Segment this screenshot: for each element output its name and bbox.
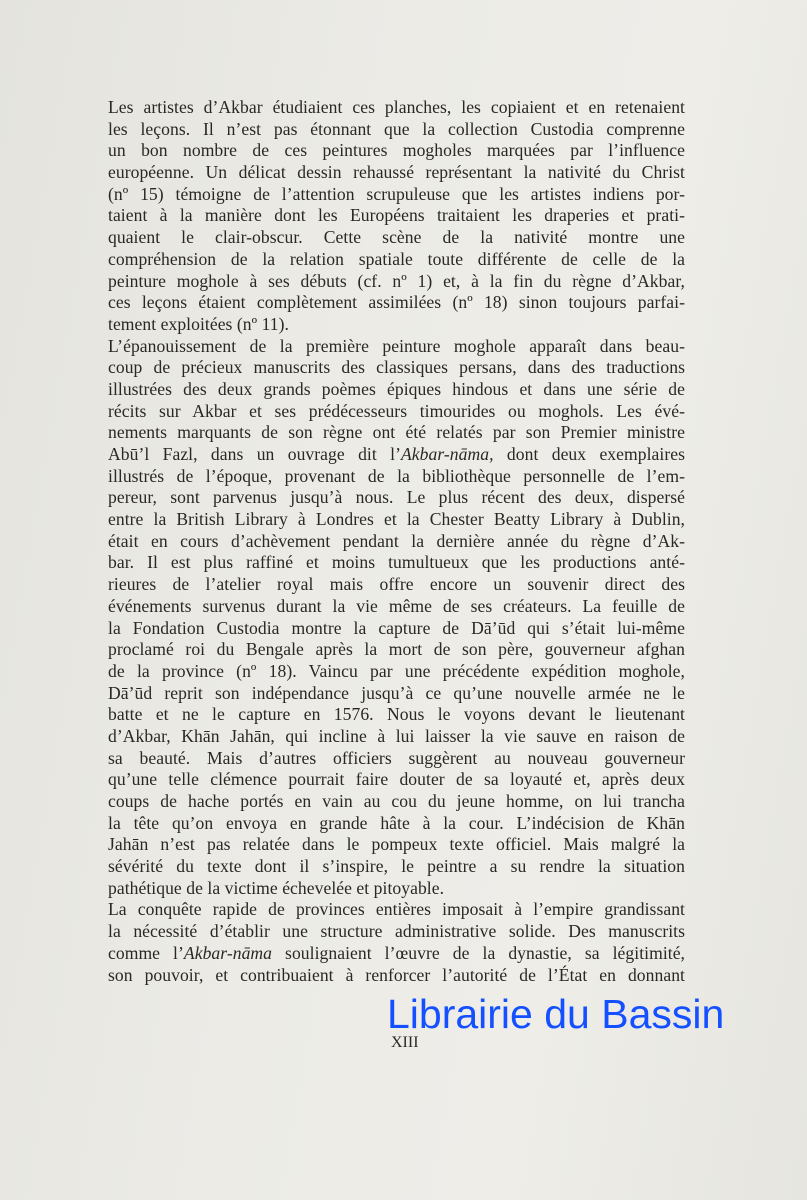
text-line [108, 574, 685, 596]
text-line [108, 97, 685, 119]
text-segment: de la province (nº 18). Vaincu par une précédente expédition moghole, [108, 660, 685, 681]
paragraph [108, 336, 685, 900]
text-line [108, 162, 685, 184]
text-line [108, 965, 685, 987]
text-segment: quaient le clair-obscur. Cette scène de la nativité montre une [108, 227, 685, 248]
text-line [108, 552, 685, 574]
text-segment: illustrés de l’époque, provenant de la bibliothèque personnelle de l’em- [108, 465, 685, 486]
text-segment: Les artistes d’Akbar étudiaient ces planches, les copiaient et en retenaient [108, 97, 685, 117]
text-segment: pereur, sont parvenus jusqu’à nous. Le plus récent des deux, dispersé [108, 487, 685, 508]
text-line [108, 249, 685, 271]
text-segment: (nº 15) témoigne de l’attention scrupuleuse que les artistes indiens por- [108, 183, 685, 204]
text-segment: qu’une telle clémence pourrait faire douter de sa loyauté et, après deux [108, 769, 685, 790]
text-line [108, 227, 685, 249]
text-line [108, 921, 685, 943]
text-line [108, 531, 685, 553]
text-segment: un bon nombre de ces peintures mogholes marquées par l’influence [108, 140, 685, 161]
text-segment: pathétique de la victime échevelée et pitoyable. [108, 877, 445, 898]
text-segment: La conquête rapide de provinces entières imposait à l’empire grandissant [108, 899, 685, 920]
paragraph [108, 97, 685, 336]
text-segment: rieures de l’atelier royal mais offre encore un souvenir direct des [108, 574, 685, 595]
italic-title: Akbar-nāma, [401, 444, 494, 464]
watermark: Librairie du Bassin [387, 991, 725, 1037]
text-segment: récits sur Akbar et ses prédécesseurs timourides ou moghols. Les évé- [108, 400, 685, 421]
text-segment: batte et ne le capture en 1576. Nous le voyons devant le lieutenant [108, 704, 685, 725]
text-segment: nements marquants de son règne ont été relatés par son Premier ministre [108, 422, 685, 443]
text-line [108, 119, 685, 141]
text-segment: sa beauté. Mais d’autres officiers suggèrent au nouveau gouverneur [108, 747, 685, 768]
text-segment: bar. Il est plus raffiné et moins tumultueux que les productions anté- [108, 552, 685, 573]
text-segment: illustrées des deux grands poèmes épiques hindous et dans une série de [108, 378, 685, 399]
text-line [108, 748, 685, 770]
text-segment: compréhension de la relation spatiale toute différente de celle de la [108, 248, 685, 269]
text-line [108, 726, 685, 748]
text-line [108, 401, 685, 423]
text-segment: la tête qu’on envoya en grande hâte à la cour. L’indécision de Khān [108, 812, 685, 833]
text-segment: son pouvoir, et contribuaient à renforcer l’autorité de l’État en donnant [108, 964, 685, 985]
text-segment: événements survenus durant la vie même de ses créateurs. La feuille de [108, 595, 685, 616]
text-line [108, 943, 685, 965]
text-segment: la Fondation Custodia montre la capture de Dā’ūd qui s’était lui-même [108, 617, 685, 638]
text-segment: coups de hache portés en vain au cou du jeune homme, on lui trancha [108, 791, 685, 811]
text-segment: Dā’ūd reprit son indépendance jusqu’à ce qu’une nouvelle armée ne le [108, 682, 685, 703]
text-segment: Jahān n’est pas relatée dans le pompeux texte officiel. Mais malgré la [108, 834, 685, 855]
text-segment: tement exploitées (nº 11). [108, 313, 290, 334]
text-line [108, 856, 685, 878]
text-line [108, 292, 685, 314]
text-segment: était en cours d’achèvement pendant la dernière année du règne d’Ak- [108, 530, 685, 551]
text-line [108, 899, 685, 921]
text-line [108, 704, 685, 726]
text-line [108, 140, 685, 162]
text-line [108, 661, 685, 683]
text-line [108, 422, 685, 444]
text-line [108, 769, 685, 791]
text-line [108, 618, 685, 640]
text-line [108, 444, 685, 466]
text-line [108, 683, 685, 705]
text-segment: dont deux exemplaires [493, 444, 685, 464]
text-line [108, 205, 685, 227]
text-line [108, 336, 685, 358]
text-segment: peinture moghole à ses débuts (cf. nº 1) et, à la fin du règne d’Akbar, [108, 270, 685, 291]
text-line [108, 596, 685, 618]
text-line [108, 639, 685, 661]
text-line [108, 834, 685, 856]
text-line [108, 466, 685, 488]
text-line [108, 271, 685, 293]
text-line [108, 791, 685, 813]
text-segment: taient à la manière dont les Européens traitaient les draperies et prati- [108, 205, 685, 226]
text-line [108, 314, 685, 336]
text-segment: sévérité du texte dont il s’inspire, le peintre a su rendre la situation [108, 856, 685, 877]
paragraph [108, 899, 685, 986]
body-text [108, 97, 685, 986]
text-segment: soulignaient l’œuvre de la dynastie, sa légitimité, [272, 942, 685, 963]
text-segment: les leçons. Il n’est pas étonnant que la collection Custodia comprenne [108, 118, 685, 139]
text-segment: Abū’l Fazl, dans un ouvrage dit l’ [108, 444, 401, 464]
text-line [108, 379, 685, 401]
text-segment: L’épanouissement de la première peinture moghole apparaît dans beau- [108, 335, 685, 356]
text-segment: d’Akbar, Khān Jahān, qui incline à lui laisser la vie sauve en raison de [108, 725, 685, 746]
page-number: XIII [391, 1034, 419, 1051]
text-segment: coup de précieux manuscrits des classiques persans, dans des traductions [108, 357, 685, 378]
text-segment: ces leçons étaient complètement assimilées (nº 18) sinon toujours parfai- [108, 292, 685, 313]
text-line [108, 878, 685, 900]
text-segment: européenne. Un délicat dessin rehaussé représentant la nativité du Christ [108, 162, 685, 183]
text-segment: proclamé roi du Bengale après la mort de son père, gouverneur afghan [108, 639, 685, 660]
text-line [108, 357, 685, 379]
text-segment: entre la British Library à Londres et la Chester Beatty Library à Dublin, [108, 509, 685, 530]
text-line [108, 813, 685, 835]
text-line [108, 184, 685, 206]
italic-title: Akbar-nāma [183, 942, 273, 963]
text-line [108, 487, 685, 509]
text-segment: comme l’ [108, 942, 184, 963]
text-segment: la nécessité d’établir une structure administrative solide. Des manuscrits [108, 921, 685, 942]
text-line [108, 509, 685, 531]
